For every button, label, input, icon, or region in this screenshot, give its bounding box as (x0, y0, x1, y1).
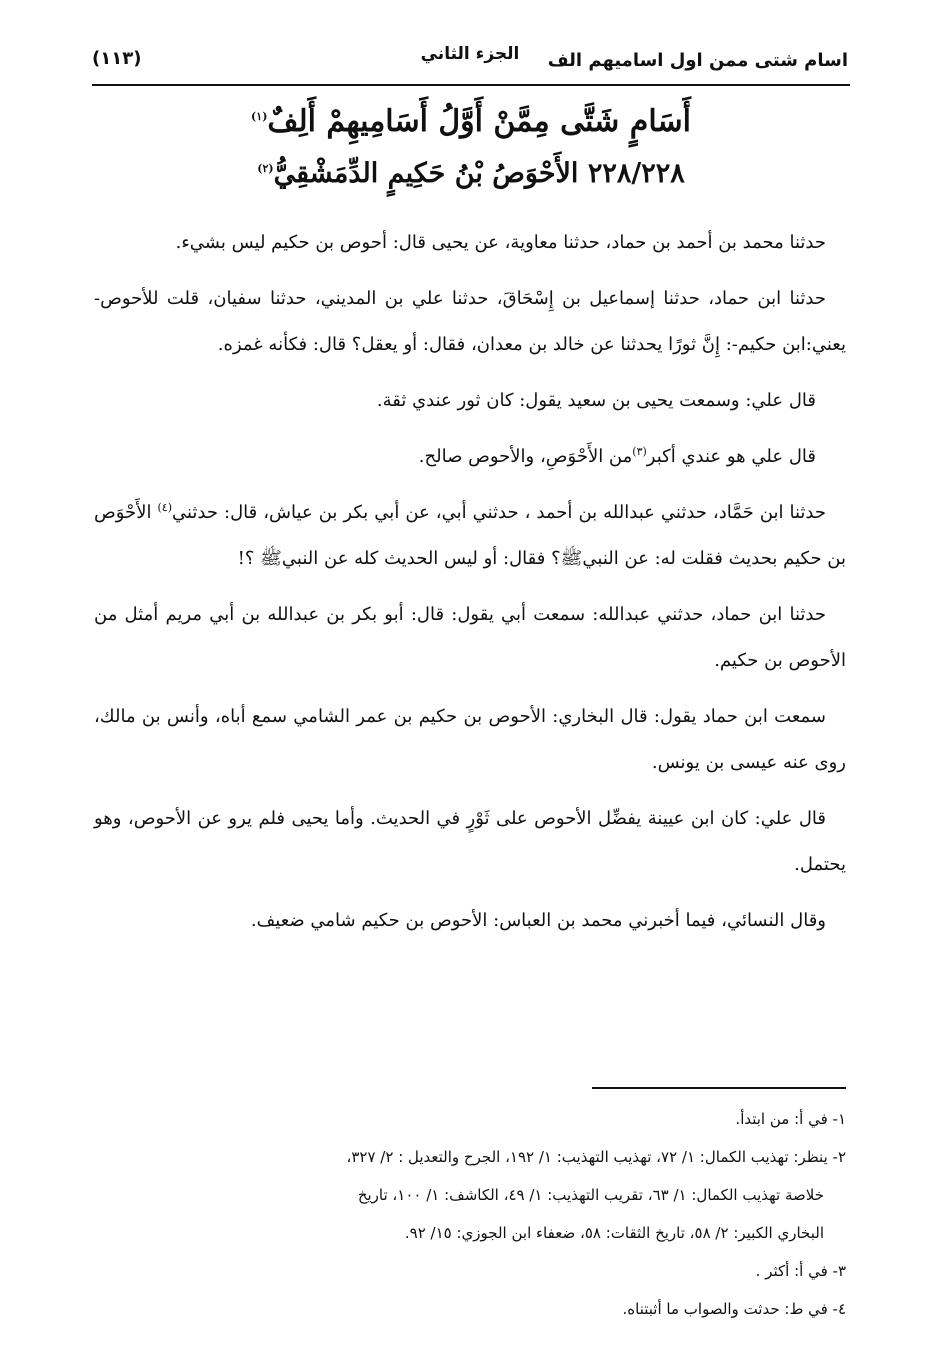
footnotes-rule (592, 1087, 846, 1089)
chapter-title-text: أَسَامٍ شَتَّى مِمَّنْ أَوَّلُ أَسَامِيهِمْ أَلِفٌ (267, 104, 691, 139)
paragraph: حدثنا ابن حماد، حدثني عبدالله: سمعت أبي يقول: قال: أبو بكر بن عبدالله بن أبي مريم أمثل من الأحوص بن حكيم. (94, 604, 846, 671)
chapter-title-footnote-marker: (١) (251, 110, 268, 123)
paragraph: قال علي: وسمعت يحيى بن سعيد يقول: كان ثور عندي ثقة. (376, 390, 816, 411)
paragraph: سمعت ابن حماد يقول: قال البخاري: الأحوص بن حكيم بن عمر الشامي سمع أباه، وأنس بن مالك، روى عنه عيسى بن يونس. (94, 706, 846, 773)
paragraph-text: حدثنا ابن حَمَّاد، حدثني عبدالله بن أحمد ، حدثني أبي، عن أبي بكر بن عياش، قال: حدثني (171, 502, 826, 523)
paragraph-text: من الأَحْوَصِ، والأحوص صالح. (418, 446, 633, 467)
paragraph-text: الأَحْوَص بن حكيم بحديث فقلت له: عن النبيﷺ؟ فقال: أو ليس الحديث كله عن النبيﷺ ؟! (94, 502, 846, 569)
footnotes (94, 1100, 846, 1328)
footnote-marker: (٣) (632, 445, 647, 458)
paragraph: حدثنا محمد بن أحمد بن حماد، حدثنا معاوية، عن يحيى قال: أحوص بن حكيم ليس بشيء. (175, 232, 826, 253)
footnote: ٢- ينظر: تهذيب الكمال: ١/ ٧٢، تهذيب التهذيب: ١/ ١٩٢، الجرح والتعديل : ٢/ ٣٢٧، (346, 1148, 846, 1166)
footnote-continuation: خلاصة تهذيب الكمال: ١/ ٦٣، تقريب التهذيب: ١/ ٤٩، الكاشف: ١/ ١٠٠، تاريخ (357, 1186, 824, 1204)
running-head-volume: الجزء الثاني (420, 44, 520, 64)
paragraph: قال علي: كان ابن عيينة يفضِّل الأحوص على ثَوْرٍ في الحديث. وأما يحيى فلم يرو عن الأحوص، وهو يحتمل. (94, 808, 846, 875)
footnote: ١- في أ: من ابتدأ. (735, 1110, 846, 1128)
body-text (94, 220, 846, 954)
footnote-marker: (٤) (157, 501, 172, 514)
footnote: ٣- في أ: أكثر . (755, 1262, 846, 1280)
paragraph (94, 434, 846, 480)
paragraph: وقال النسائي، فيما أخبرني محمد بن العباس: الأحوص بن حكيم شامي ضعيف. (250, 910, 826, 931)
entry-title-footnote-marker: (٢) (257, 162, 274, 175)
footnote-continuation: البخاري الكبير: ٢/ ٥٨، تاريخ الثقات: ٥٨، ضعفاء ابن الجوزي: ١٥/ ٩٢. (404, 1224, 824, 1242)
header-rule (92, 84, 850, 86)
page-number: (١١٣) (92, 48, 142, 69)
entry-title (92, 152, 850, 196)
paragraph (94, 490, 846, 582)
running-head-section-title: اسام شتى ممن اول اساميهم الف (547, 50, 848, 71)
chapter-title (92, 100, 850, 144)
paragraph-text: قال علي هو عندي أكبر (646, 446, 816, 467)
running-head (92, 42, 848, 82)
footnote: ٤- في ط: حدثت والصواب ما أثبتناه. (622, 1300, 846, 1318)
entry-title-text: ٢٢٨/٢٢٨ الأَحْوَصُ بْنُ حَكِيمٍ الدِّمَشْقِيُّ (273, 158, 685, 189)
paragraph: حدثنا ابن حماد، حدثنا إسماعيل بن إِسْحَاقَ، حدثنا علي بن المديني، حدثنا سفيان، قلت للأحوص-يعني:ابن حكيم-: إِنَّ ثورًا يحدثنا عن خالد بن معدان، فقال: أو يعقل؟ قال: فكأنه غمزه. (94, 288, 846, 355)
